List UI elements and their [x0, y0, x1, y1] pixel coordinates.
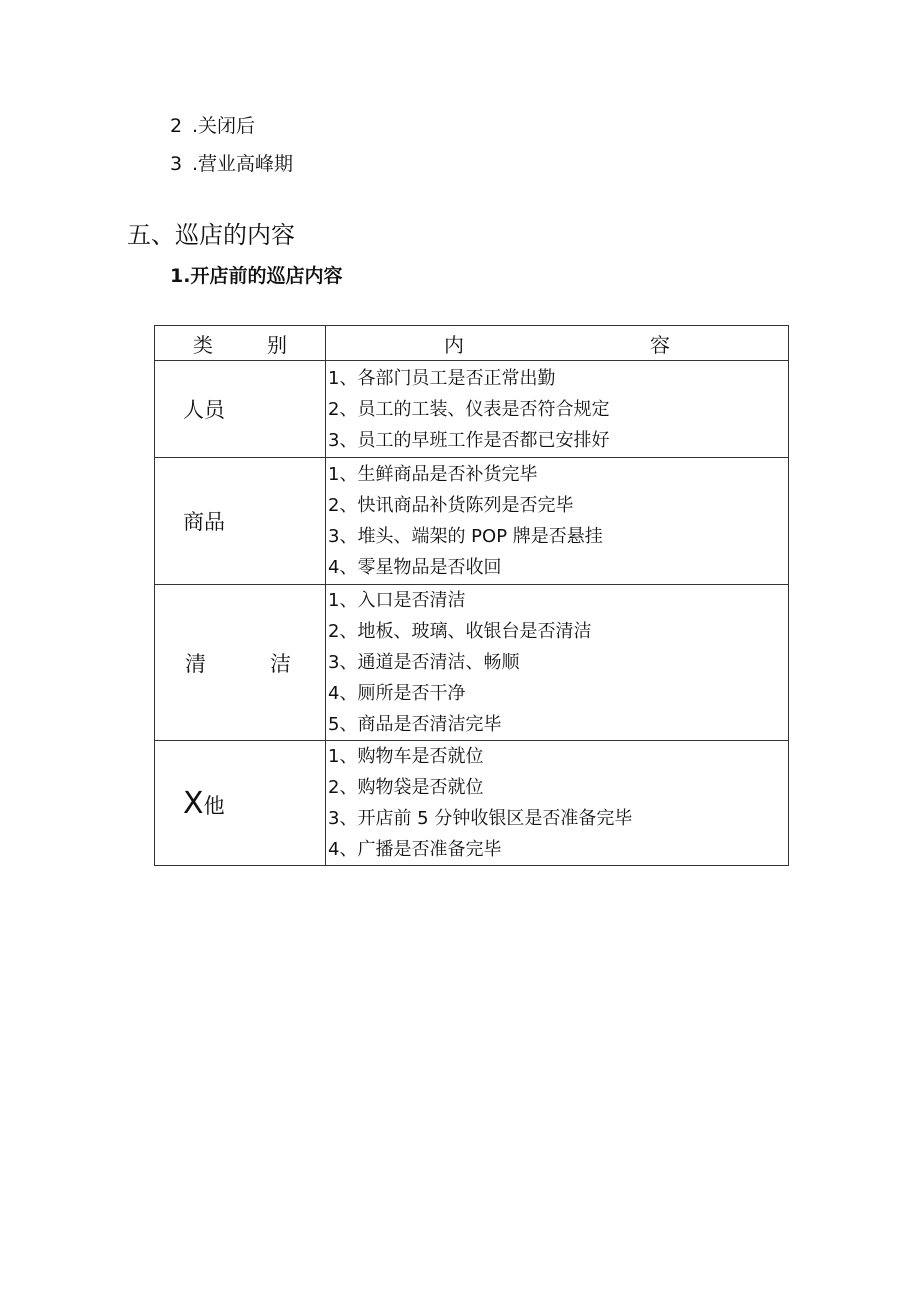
check-item: 3、通道是否清洁、畅顺	[328, 652, 520, 673]
check-item: 3、开店前 5 分钟收银区是否准备完毕	[328, 808, 633, 829]
check-item: 3、堆头、端架的 POP 牌是否悬挂	[328, 526, 603, 547]
category-char: 洁	[270, 651, 291, 676]
category-suffix: 他	[203, 793, 225, 818]
sub-heading: 1.开店前的巡店内容	[170, 265, 343, 287]
table-header-row	[155, 326, 789, 361]
category-cell	[155, 361, 326, 458]
check-item: 4、厕所是否干净	[328, 683, 466, 704]
category-label: 人员	[183, 398, 225, 422]
header-content	[326, 326, 789, 361]
header-category-char: 别	[267, 332, 287, 357]
category-char: 清	[185, 651, 206, 676]
header-content-char: 容	[650, 332, 670, 357]
check-item: 2、快讯商品补货陈列是否完毕	[328, 495, 574, 516]
list-text: .关闭后	[192, 115, 256, 137]
check-item: 1、各部门员工是否正常出勤	[328, 367, 556, 389]
check-item: 1、购物车是否就位	[328, 746, 484, 767]
section-heading: 五、巡店的内容	[127, 221, 295, 249]
category-prefix: X	[183, 785, 204, 821]
check-item: 2、地板、玻璃、收银台是否清洁	[328, 621, 592, 642]
list-number: 2	[170, 115, 183, 137]
table-row-staff	[155, 361, 789, 458]
list-item-after-close	[170, 114, 255, 138]
table-row-other	[155, 741, 789, 866]
items-cell	[326, 585, 789, 741]
check-item: 1、生鲜商品是否补货完毕	[328, 464, 538, 485]
check-item: 2、购物袋是否就位	[328, 777, 484, 798]
category-label: 商品	[183, 510, 225, 534]
check-item: 1、入口是否清洁	[328, 590, 466, 611]
list-text: .营业高峰期	[192, 153, 294, 175]
list-number: 3	[170, 153, 183, 175]
items-cell	[326, 458, 789, 585]
list-item-peak-hours	[170, 152, 293, 176]
check-item: 3、员工的早班工作是否都已安排好	[328, 429, 610, 451]
table-row-cleaning	[155, 585, 789, 741]
category-cell	[155, 458, 326, 585]
inspection-table	[154, 325, 789, 866]
items-cell	[326, 361, 789, 458]
check-item: 4、广播是否准备完毕	[328, 839, 502, 860]
category-cell	[155, 585, 326, 741]
header-category-char: 类	[193, 332, 213, 357]
header-category	[155, 326, 326, 361]
items-cell	[326, 741, 789, 866]
table-row-goods	[155, 458, 789, 585]
header-content-char: 内	[444, 332, 464, 357]
check-item: 5、商品是否清洁完毕	[328, 714, 502, 735]
category-cell	[155, 741, 326, 866]
category-label	[155, 786, 325, 821]
check-item: 2、员工的工装、仪表是否符合规定	[328, 398, 610, 420]
check-item: 4、零星物品是否收回	[328, 557, 502, 578]
